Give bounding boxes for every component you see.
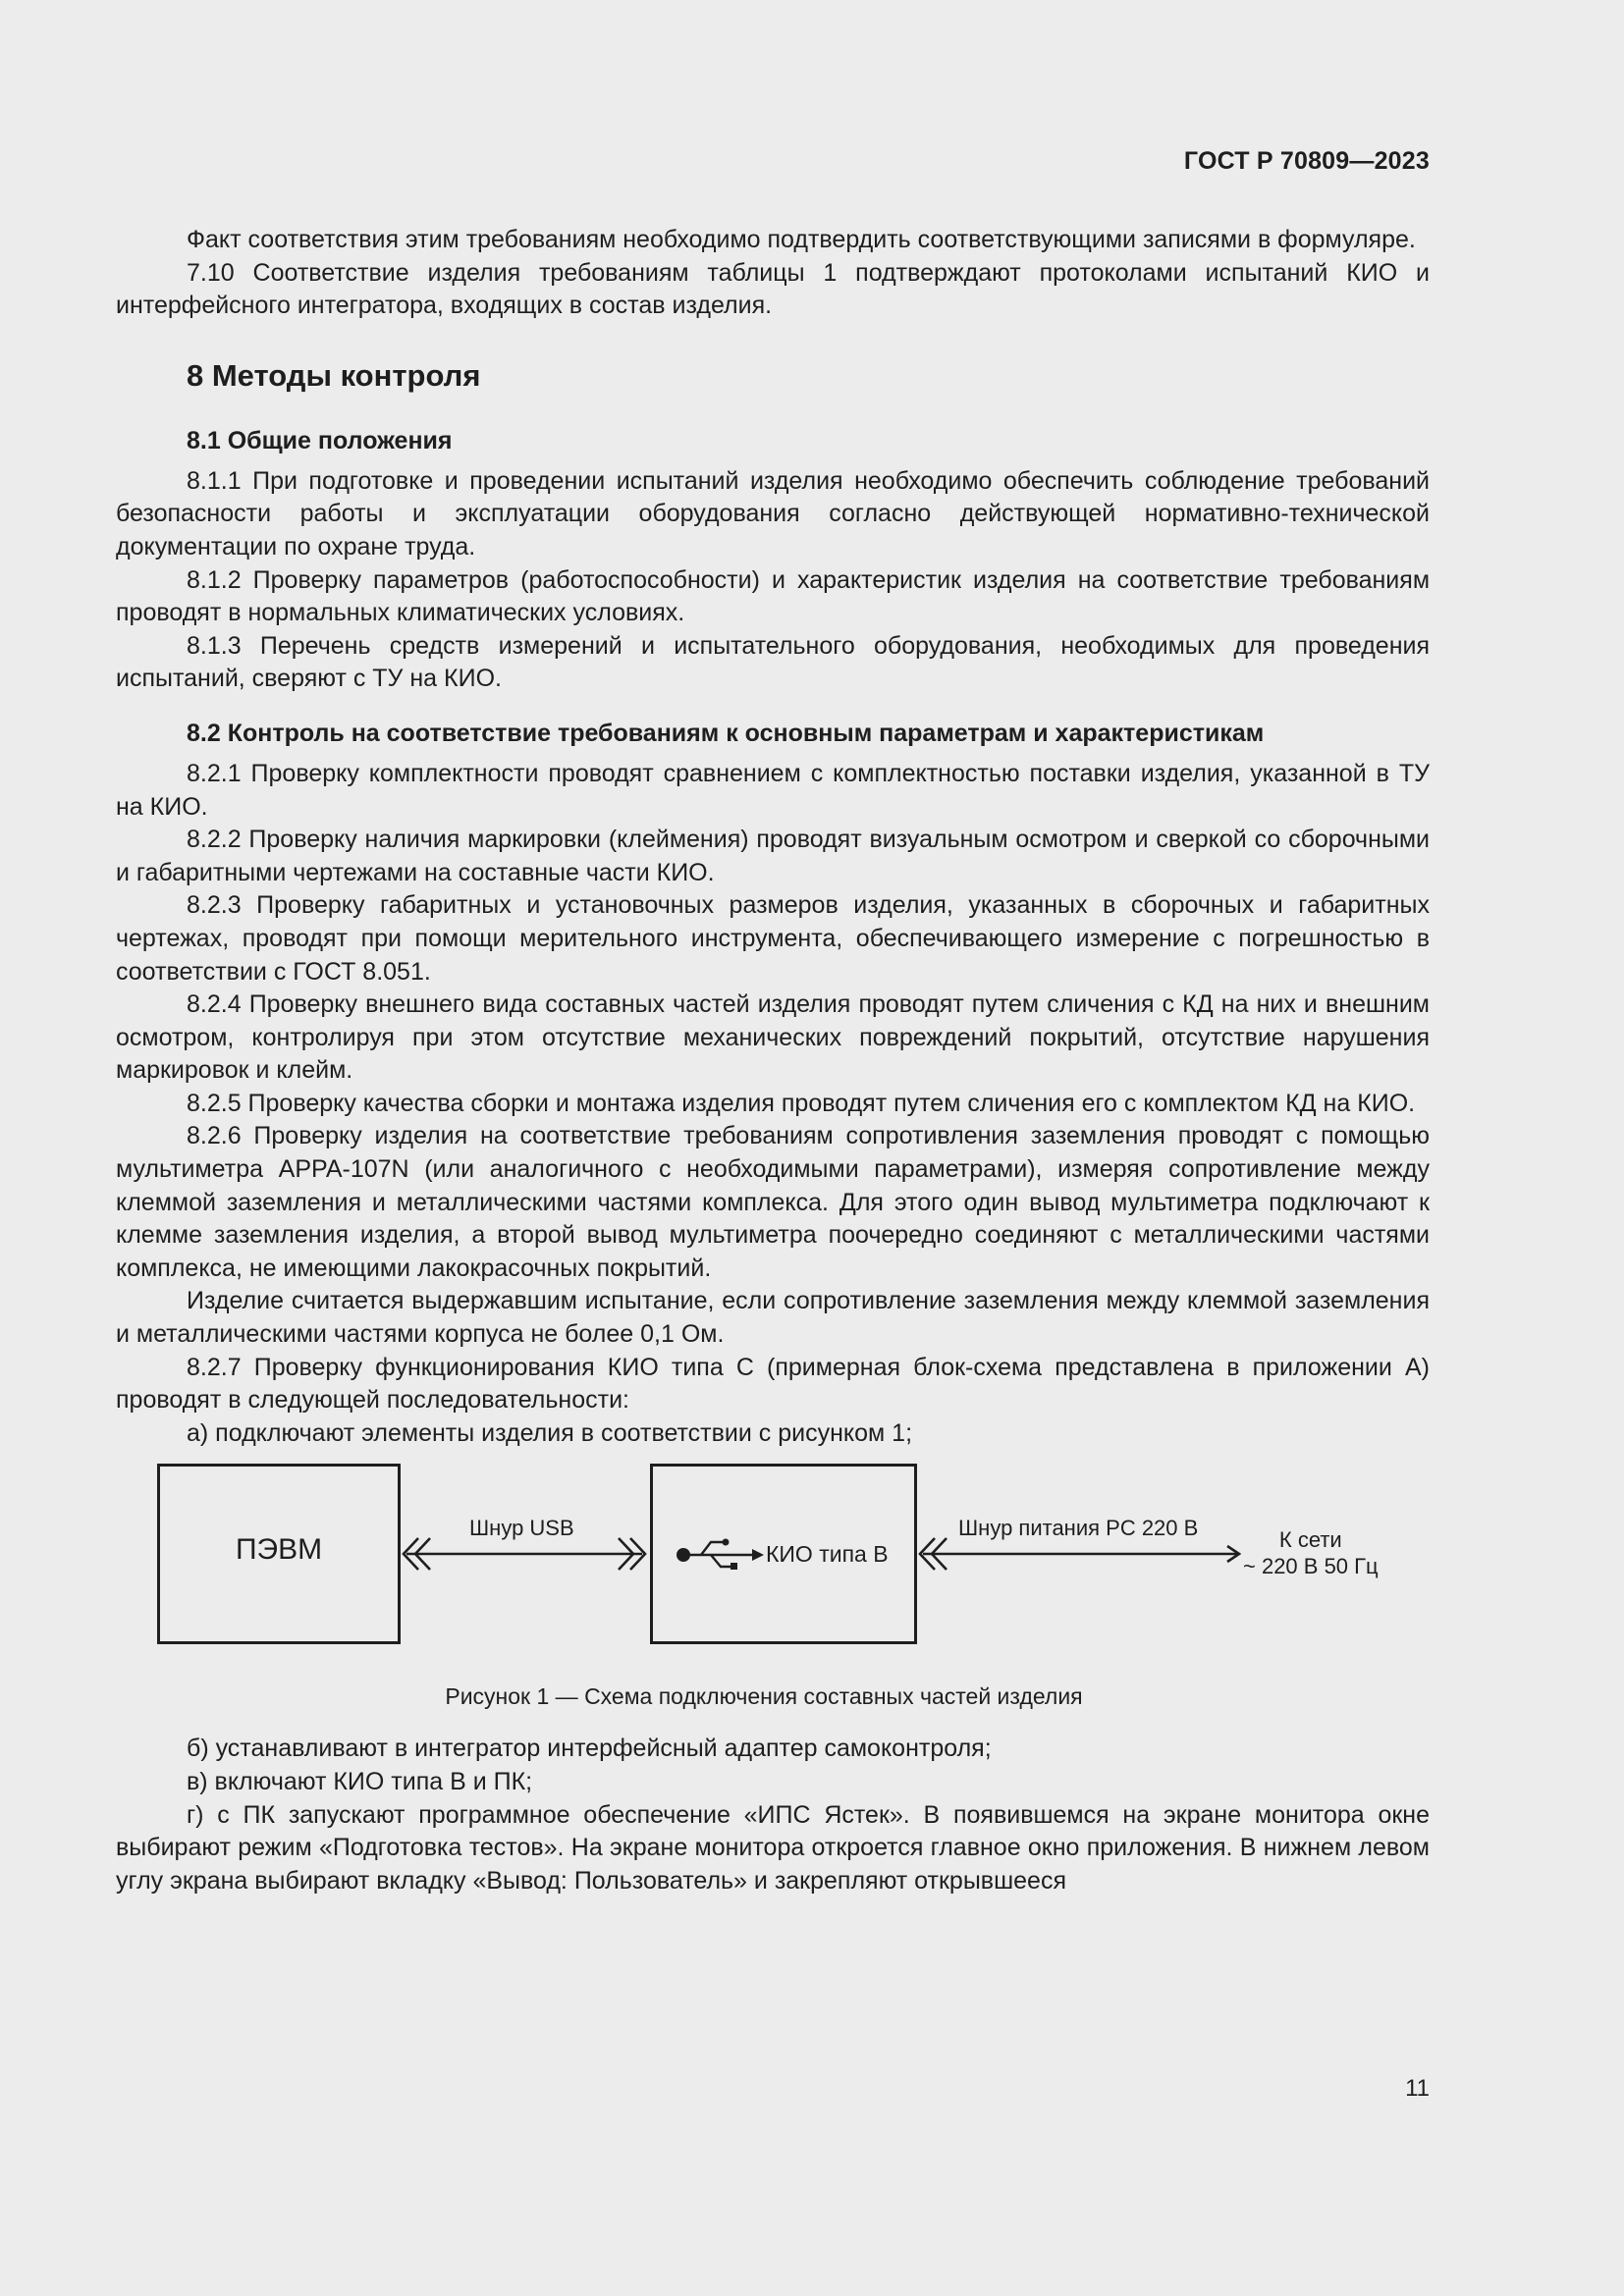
figure-caption: Рисунок 1 — Схема подключения составных частей изделия: [445, 1683, 1083, 1710]
page-content: [116, 224, 1430, 1897]
paragraph: 8.1.1 При подготовке и проведении испытаний изделия необходимо обеспечить соблюдение требований безопасности работы и эксплуатации оборудования согласно действующей нормативно-технической документации по охране труда.: [116, 466, 1430, 561]
kio-label: КИО типа В: [766, 1541, 889, 1568]
subsection-heading: 8.2 Контроль на соответствие требованиям к основным параметрам и характеристикам: [187, 719, 1265, 747]
paragraph: 8.2.7 Проверку функционирования КИО типа С (примерная блок-схема представлена в приложении А) проводят в следующей последовательности:: [116, 1353, 1430, 1415]
paragraph: в) включают КИО типа В и ПК;: [187, 1768, 533, 1795]
network-label: [1243, 1526, 1379, 1579]
paragraph: 7.10 Соответствие изделия требованиям таблицы 1 подтверждают протоколами испытаний КИО и интерфейсного интегратора, входящих в состав изделия.: [116, 258, 1430, 320]
paragraph: 8.2.3 Проверку габаритных и установочных размеров изделия, указанных в сборочных и габаритных чертежах, проводят при помощи мерительного инструмента, обеспечивающего измерение с погрешностью в соответствии с ГОСТ 8.051.: [116, 891, 1430, 986]
paragraph: 8.1.3 Перечень средств измерений и испытательного оборудования, необходимых для проведения испытаний, сверяют с ТУ на КИО.: [116, 631, 1430, 693]
connection-diagram: [116, 1464, 1430, 1660]
document-code: ГОСТ Р 70809—2023: [1183, 147, 1430, 175]
page-number: 11: [1405, 2075, 1430, 2102]
paragraph: 8.2.5 Проверку качества сборки и монтажа изделия проводят путем сличения его с комплектом КД на КИО.: [187, 1089, 1416, 1117]
usb-cable-label: Шнур USB: [469, 1516, 574, 1541]
paragraph: 8.2.1 Проверку комплектности проводят сравнением с комплектностью поставки изделия, указанной в ТУ на КИО.: [116, 759, 1430, 821]
paragraph: 8.2.6 Проверку изделия на соответствие требованиям сопротивления заземления проводят с помощью мультиметра APPA-107N (или аналогичного с необходимыми параметрами), измеряя сопротивление между клеммой заземления и металлическими частями комплекса. Для этого один вывод мультиметра подключают к клемме заземления изделия, а второй вывод мультиметра поочередно соединяют с металлическими частями комплекса, не имеющими лакокрасочных покрытий.: [116, 1122, 1430, 1282]
paragraph: Факт соответствия этим требованиям необходимо подтвердить соответствующими записями в формуляре.: [187, 226, 1416, 253]
subsection-heading: 8.1 Общие положения: [187, 426, 453, 454]
paragraph: 8.2.2 Проверку наличия маркировки (клеймения) проводят визуальным осмотром и сверкой со сборочными и габаритными чертежами на составные части КИО.: [116, 826, 1430, 886]
paragraph: а) подключают элементы изделия в соответствии с рисунком 1;: [187, 1418, 913, 1447]
paragraph: б) устанавливают в интегратор интерфейсный адаптер самоконтроля;: [187, 1735, 992, 1763]
network-label-line2: ~ 220 В 50 Гц: [1243, 1554, 1379, 1579]
paragraph: 8.2.4 Проверку внешнего вида составных частей изделия проводят путем сличения с КД на них и внешним осмотром, контролируя при этом отсутствие механических повреждений покрытий, отсутствие нарушения маркировок и клейм.: [116, 990, 1430, 1085]
pc-label: ПЭВМ: [235, 1533, 323, 1567]
paragraph: 8.1.2 Проверку параметров (работоспособности) и характеристик изделия на соответствие требованиям проводят в нормальных климатических условиях.: [116, 565, 1430, 627]
paragraph: Изделие считается выдержавшим испытание, если сопротивление заземления между клеммой заземления и металлическими частями корпуса не более 0,1 Ом.: [116, 1287, 1430, 1349]
network-label-line1: К сети: [1278, 1527, 1342, 1553]
section-heading: 8 Методы контроля: [187, 357, 481, 393]
paragraph: г) с ПК запускают программное обеспечение «ИПС Ястек». В появившемся на экране монитора окне выбирают режим «Подготовка тестов». На экране монитора откроется главное окно приложения. В нижнем левом углу экрана выбирают вкладку «Вывод: Пользователь» и закрепляют открывшееся: [116, 1800, 1430, 1895]
power-cable-label: Шнур питания PC 220 В: [958, 1516, 1199, 1541]
